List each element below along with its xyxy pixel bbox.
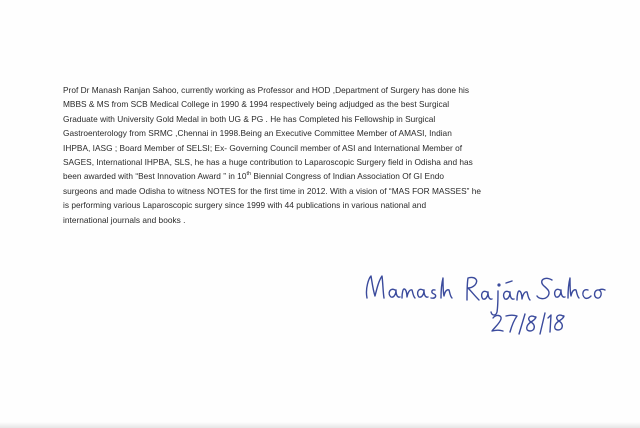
bio-line-4: Gastroenterology from SRMC ,Chennai in 1998.Being an Executive Committee Member of AMASI, Indian (63, 128, 452, 139)
bio-line-10: international journals and books . (63, 214, 186, 225)
bio-line-2: MBBS & MS from SCB Medical College in 1990 & 1994 respectively being adjudged as the best Surgical (63, 99, 450, 110)
signature-drawing (355, 268, 630, 348)
bio-line-5: IHPBA, IASG ; Board Member of SELSI; Ex- Governing Council member of ASI and International Member of (63, 142, 463, 153)
bio-line-6: SAGES, International IHPBA, SLS, he has a huge contribution to Laparoscopic Surgery field in Odisha and has (63, 157, 473, 168)
handwritten-signature (355, 268, 630, 348)
biography-paragraph (63, 83, 603, 227)
ordinal-suffix: th (246, 171, 252, 178)
bio-line-3: Graduate with University Gold Medal in both UG & PG . He has Completed his Fellowship in Surgical (63, 113, 436, 124)
scan-edge-shadow (0, 422, 640, 428)
bio-line-1: Prof Dr Manash Ranjan Sahoo, currently working as Professor and HOD ,Department of Surgery has done his (63, 85, 470, 95)
bio-line-9: is performing various Laparoscopic surgery since 1999 with 44 publications in various national and (63, 200, 427, 211)
bio-line-8: surgeons and made Odisha to witness NOTES for the first time in 2012. With a vision of “MAS FOR MASSES” he (63, 185, 482, 196)
award-text-start: been awarded with “Best Innovation Award ” in 10 (63, 171, 247, 182)
award-text-end: Biennial Congress of Indian Association Of GI Endo (251, 171, 444, 182)
bio-line-7 (63, 169, 603, 183)
